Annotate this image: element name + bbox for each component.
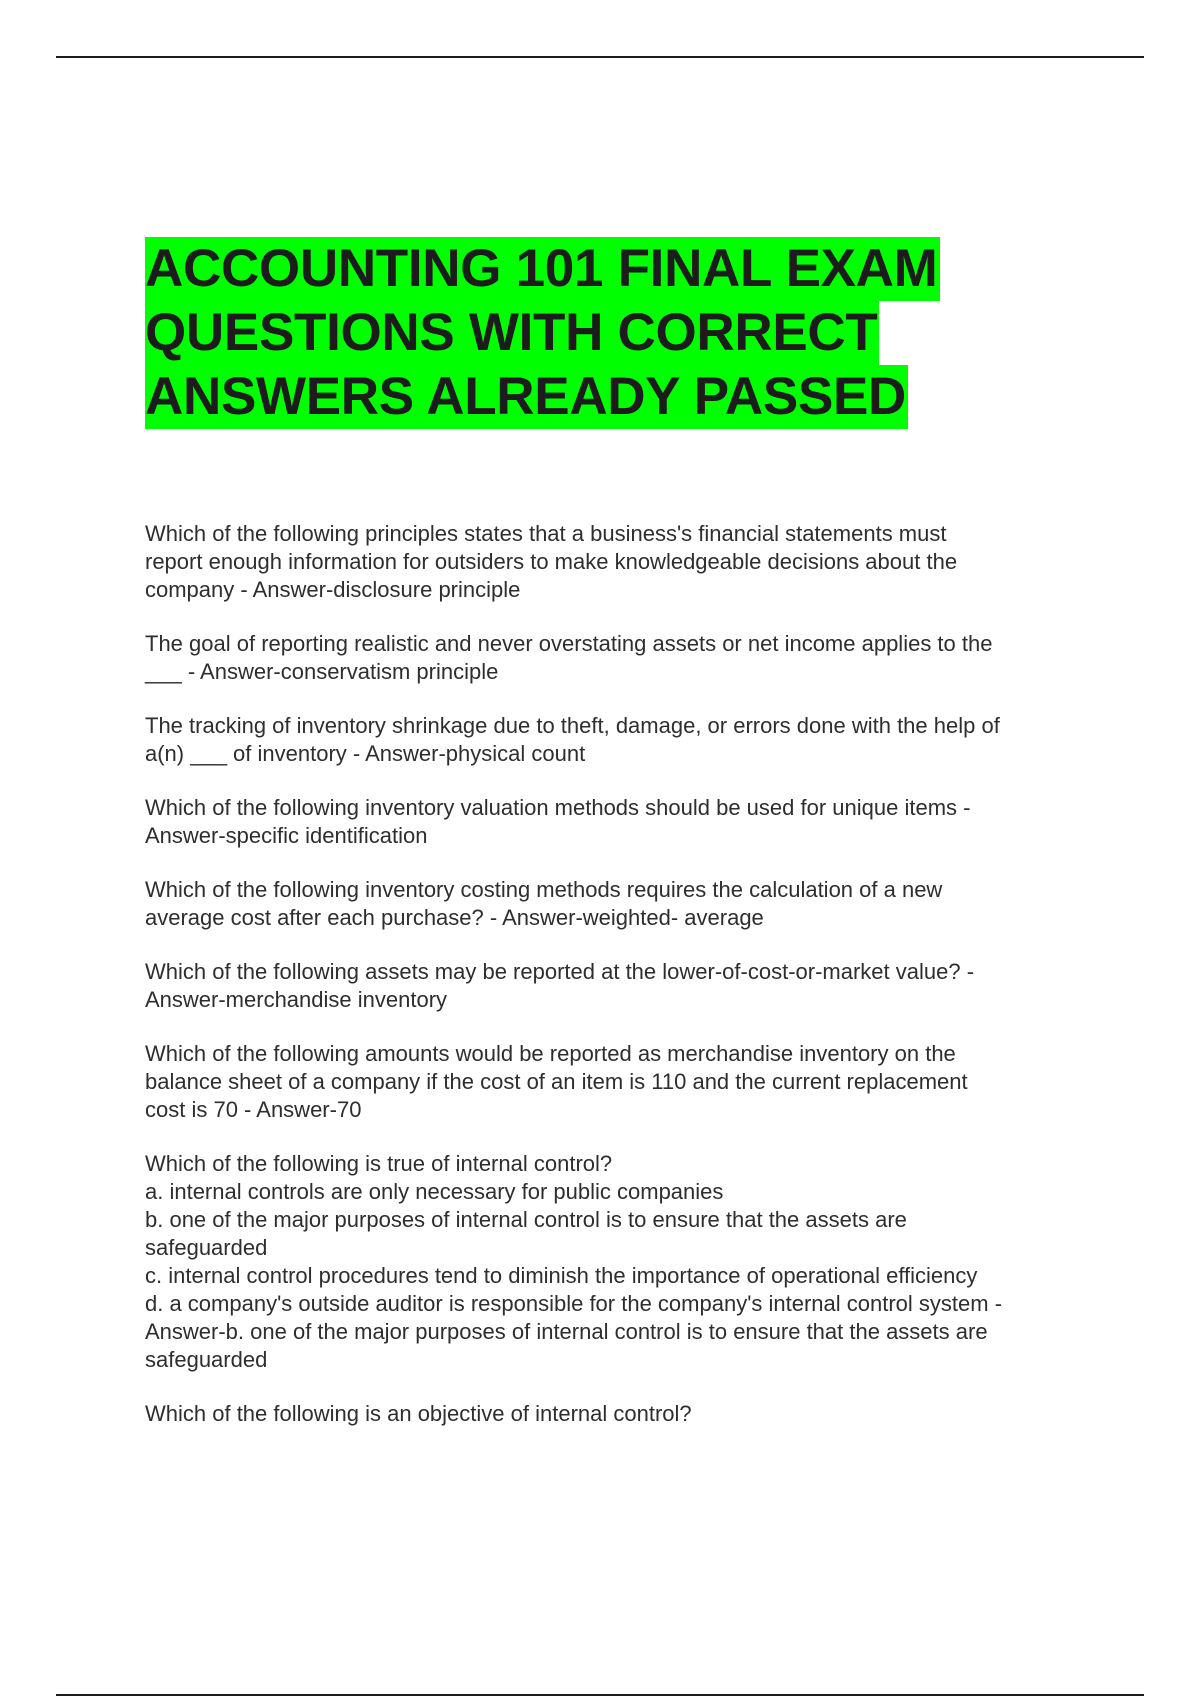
qa-text-line: safeguarded bbox=[145, 1235, 268, 1260]
qa-item bbox=[145, 630, 1095, 686]
qa-text-line: company - Answer-disclosure principle bbox=[145, 577, 521, 602]
qa-text-line: report enough information for outsiders to make knowledgeable decisions about the bbox=[145, 549, 958, 574]
qa-item bbox=[145, 712, 1095, 768]
qa-text-line: average cost after each purchase? - Answer-weighted- average bbox=[145, 905, 764, 930]
qa-text-line: d. a company's outside auditor is responsible for the company's internal control system - bbox=[145, 1291, 1003, 1316]
qa-item bbox=[145, 876, 1095, 932]
qa-text-line: Answer-specific identification bbox=[145, 823, 428, 848]
title-line: ACCOUNTING 101 FINAL EXAM bbox=[145, 237, 940, 301]
qa-item bbox=[145, 1040, 1095, 1124]
qa-text-line: Answer-b. one of the major purposes of internal control is to ensure that the assets are bbox=[145, 1319, 988, 1344]
qa-text-line: Which of the following inventory costing methods requires the calculation of a new bbox=[145, 877, 943, 902]
qa-text-line: a. internal controls are only necessary for public companies bbox=[145, 1179, 724, 1204]
document-title bbox=[145, 237, 1045, 429]
qa-item bbox=[145, 520, 1095, 604]
qa-text-line: b. one of the major purposes of internal control is to ensure that the assets are bbox=[145, 1207, 907, 1232]
title-line: QUESTIONS WITH CORRECT bbox=[145, 301, 879, 365]
qa-item bbox=[145, 1150, 1095, 1374]
qa-text-line: Which of the following amounts would be reported as merchandise inventory on the bbox=[145, 1041, 956, 1066]
qa-text-line: Which of the following is an objective of internal control? bbox=[145, 1401, 692, 1426]
qa-text-line: a(n) ___ of inventory - Answer-physical count bbox=[145, 741, 586, 766]
qa-item bbox=[145, 1400, 1095, 1428]
bottom-rule bbox=[56, 1694, 1144, 1696]
qa-text-line: Which of the following inventory valuation methods should be used for unique items - bbox=[145, 795, 971, 820]
qa-text-line: Which of the following principles states that a business's financial statements must bbox=[145, 521, 947, 546]
qa-item bbox=[145, 958, 1095, 1014]
qa-text-line: Which of the following assets may be reported at the lower-of-cost-or-market value? - bbox=[145, 959, 975, 984]
qa-text-line: Which of the following is true of internal control? bbox=[145, 1151, 613, 1176]
qa-text-line: ___ - Answer-conservatism principle bbox=[145, 659, 499, 684]
title-line: ANSWERS ALREADY PASSED bbox=[145, 365, 908, 429]
qa-text-line: Answer-merchandise inventory bbox=[145, 987, 448, 1012]
qa-text-line: The tracking of inventory shrinkage due to theft, damage, or errors done with the help of bbox=[145, 713, 1000, 738]
qa-text-line: cost is 70 - Answer-70 bbox=[145, 1097, 362, 1122]
qa-text-line: c. internal control procedures tend to diminish the importance of operational efficiency bbox=[145, 1263, 978, 1288]
qa-text-line: balance sheet of a company if the cost of an item is 110 and the current replacement bbox=[145, 1069, 968, 1094]
top-rule bbox=[56, 56, 1144, 58]
qa-text-line: The goal of reporting realistic and never overstating assets or net income applies to the bbox=[145, 631, 993, 656]
qa-item bbox=[145, 794, 1095, 850]
qa-text-line: safeguarded bbox=[145, 1347, 268, 1372]
question-answer-list bbox=[145, 520, 1095, 1454]
